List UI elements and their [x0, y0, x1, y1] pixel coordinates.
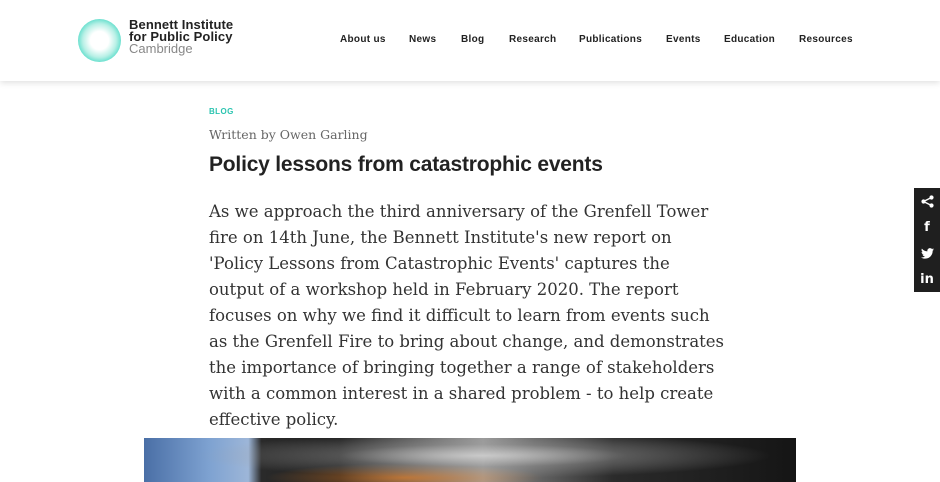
nav-resources[interactable]: Resources [799, 34, 853, 45]
logo-line-2: for Public Policy [129, 29, 233, 44]
logo-mark-icon [78, 19, 121, 62]
article-byline: Written by Owen Garling [209, 127, 368, 142]
nav-about-us[interactable]: About us [340, 34, 386, 45]
nav-publications[interactable]: Publications [579, 34, 643, 45]
share-icon[interactable] [914, 188, 940, 214]
facebook-glyph: f [924, 219, 930, 235]
nav-research[interactable]: Research [509, 34, 557, 45]
article-title: Policy lessons from catastrophic events [209, 153, 603, 176]
twitter-icon[interactable] [914, 240, 940, 266]
linkedin-glyph: in [920, 271, 934, 287]
nav-events[interactable]: Events [666, 34, 701, 45]
share-bar [914, 188, 940, 292]
logo-line-3: Cambridge [129, 41, 193, 56]
nav-blog[interactable]: Blog [461, 34, 485, 45]
logo-text [129, 19, 233, 55]
article-category[interactable]: BLOG [209, 107, 234, 116]
site-header [0, 0, 940, 81]
site-logo[interactable] [78, 19, 233, 62]
nav-news[interactable]: News [409, 34, 437, 45]
nav-education[interactable]: Education [724, 34, 776, 45]
logo-line-1: Bennett Institute [129, 17, 234, 32]
facebook-icon[interactable] [914, 214, 940, 240]
hero-image [144, 438, 796, 482]
linkedin-icon[interactable] [914, 266, 940, 292]
article-lead: As we approach the third anniversary of the Grenfell Tower fire on 14th June, the Bennett Institute's new report on 'Policy Lessons from Catastrophic Events' captures the output of a workshop held in February 2020. The report focuses on why we find it difficult to learn from events such as the Grenfell Fire to bring about change, and demonstrates the importance of bringing together a range of stakeholders with a common interest in a shared problem - to help create effective policy. [209, 202, 725, 429]
